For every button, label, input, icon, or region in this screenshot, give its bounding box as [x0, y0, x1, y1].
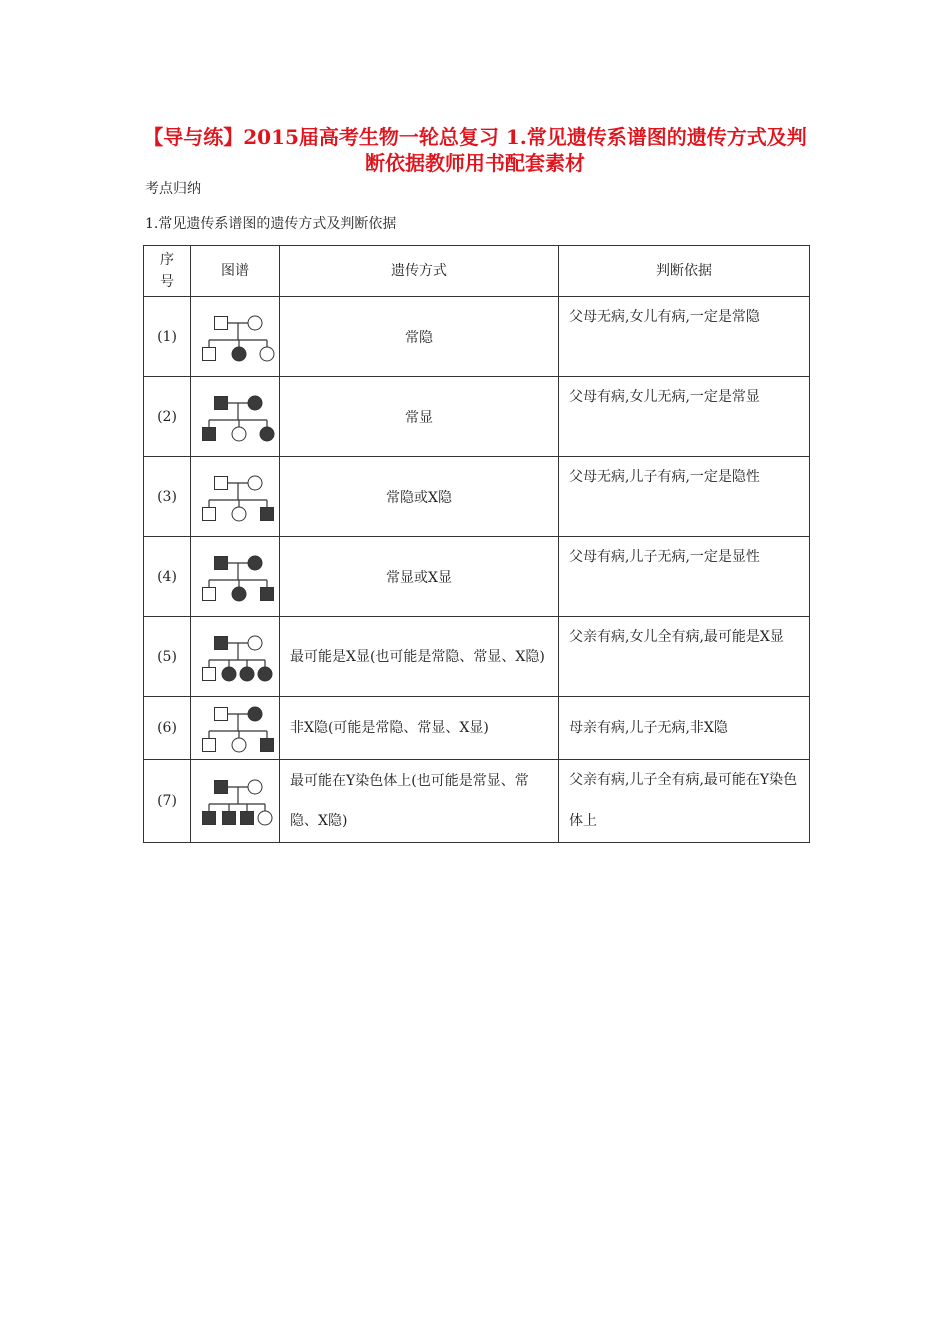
father-symbol — [215, 636, 228, 649]
daughter-symbol — [232, 587, 246, 601]
daughter-symbol — [232, 347, 246, 361]
pedigree-cell — [191, 297, 280, 377]
son-symbol — [261, 739, 274, 752]
mother-symbol — [248, 556, 262, 570]
son-symbol — [203, 812, 216, 825]
mother-symbol — [248, 636, 262, 650]
row-index: (6) — [144, 697, 191, 760]
judgment-basis: 父母无病,儿子有病,一定是隐性 — [559, 457, 810, 537]
document-title: 【导与练】2015届高考生物一轮总复习 1.常见遗传系谱图的遗传方式及判断依据教师用书配套素材 — [143, 125, 807, 175]
daughter-symbol — [240, 667, 254, 681]
judgment-basis: 父亲有病,女儿全有病,最可能是X显 — [559, 617, 810, 697]
row-index: (4) — [144, 537, 191, 617]
pedigree-chart — [195, 698, 275, 758]
table-row — [144, 617, 810, 697]
pedigree-cell — [191, 457, 280, 537]
son-symbol — [261, 587, 274, 600]
father-symbol — [215, 476, 228, 489]
judgment-basis: 父亲有病,儿子全有病,最可能在Y染色体上 — [559, 760, 810, 843]
pedigree-chart — [195, 547, 275, 607]
table-header-row — [144, 246, 810, 297]
inheritance-mode: 常隐 — [280, 297, 559, 377]
father-symbol — [215, 396, 228, 409]
judgment-basis: 母亲有病,儿子无病,非X隐 — [559, 697, 810, 760]
inheritance-mode: 常显 — [280, 377, 559, 457]
inheritance-mode: 常隐或X隐 — [280, 457, 559, 537]
son-symbol — [203, 347, 216, 360]
pedigree-chart — [195, 387, 275, 447]
daughter-symbol — [260, 347, 274, 361]
header-mode: 遗传方式 — [280, 246, 559, 297]
father-symbol — [215, 556, 228, 569]
table-row — [144, 537, 810, 617]
daughter-symbol — [232, 427, 246, 441]
pedigree-cell — [191, 537, 280, 617]
father-symbol — [215, 316, 228, 329]
pedigree-cell — [191, 697, 280, 760]
inheritance-mode: 常显或X显 — [280, 537, 559, 617]
daughter-symbol — [232, 507, 246, 521]
father-symbol — [215, 781, 228, 794]
pedigree-chart — [195, 467, 275, 527]
mother-symbol — [248, 316, 262, 330]
mother-symbol — [248, 476, 262, 490]
inheritance-mode: 最可能在Y染色体上(也可能是常显、常隐、X隐) — [280, 760, 559, 843]
pedigree-table — [143, 245, 810, 843]
judgment-basis: 父母有病,儿子无病,一定是显性 — [559, 537, 810, 617]
table-row — [144, 760, 810, 843]
table-row — [144, 377, 810, 457]
header-pedigree: 图谱 — [191, 246, 280, 297]
pedigree-cell — [191, 377, 280, 457]
inheritance-mode: 非X隐(可能是常隐、常显、X显) — [280, 697, 559, 760]
table-row — [144, 297, 810, 377]
table-row — [144, 697, 810, 760]
header-index — [144, 246, 191, 297]
son-symbol — [241, 812, 254, 825]
row-index: (3) — [144, 457, 191, 537]
daughter-symbol — [258, 811, 272, 825]
son-symbol — [203, 667, 216, 680]
pedigree-cell — [191, 760, 280, 843]
row-index: (2) — [144, 377, 191, 457]
daughter-symbol — [222, 667, 236, 681]
section-heading: 考点归纳 — [145, 181, 201, 197]
mother-symbol — [248, 396, 262, 410]
son-symbol — [203, 739, 216, 752]
header-index-label: 序号 — [160, 252, 174, 290]
row-index: (7) — [144, 760, 191, 843]
mother-symbol — [248, 707, 262, 721]
daughter-symbol — [232, 738, 246, 752]
judgment-basis: 父母有病,女儿无病,一定是常显 — [559, 377, 810, 457]
pedigree-chart — [195, 771, 275, 831]
daughter-symbol — [258, 667, 272, 681]
header-basis: 判断依据 — [559, 246, 810, 297]
son-symbol — [223, 812, 236, 825]
pedigree-chart — [195, 307, 275, 367]
pedigree-cell — [191, 617, 280, 697]
inheritance-mode: 最可能是X显(也可能是常隐、常显、X隐) — [280, 617, 559, 697]
pedigree-chart — [195, 627, 275, 687]
judgment-basis: 父母无病,女儿有病,一定是常隐 — [559, 297, 810, 377]
son-symbol — [203, 427, 216, 440]
daughter-symbol — [260, 427, 274, 441]
row-index: (5) — [144, 617, 191, 697]
table-row — [144, 457, 810, 537]
section-subheading: 1.常见遗传系谱图的遗传方式及判断依据 — [145, 216, 397, 232]
row-index: (1) — [144, 297, 191, 377]
son-symbol — [203, 507, 216, 520]
son-symbol — [261, 507, 274, 520]
mother-symbol — [248, 780, 262, 794]
son-symbol — [203, 587, 216, 600]
father-symbol — [215, 708, 228, 721]
